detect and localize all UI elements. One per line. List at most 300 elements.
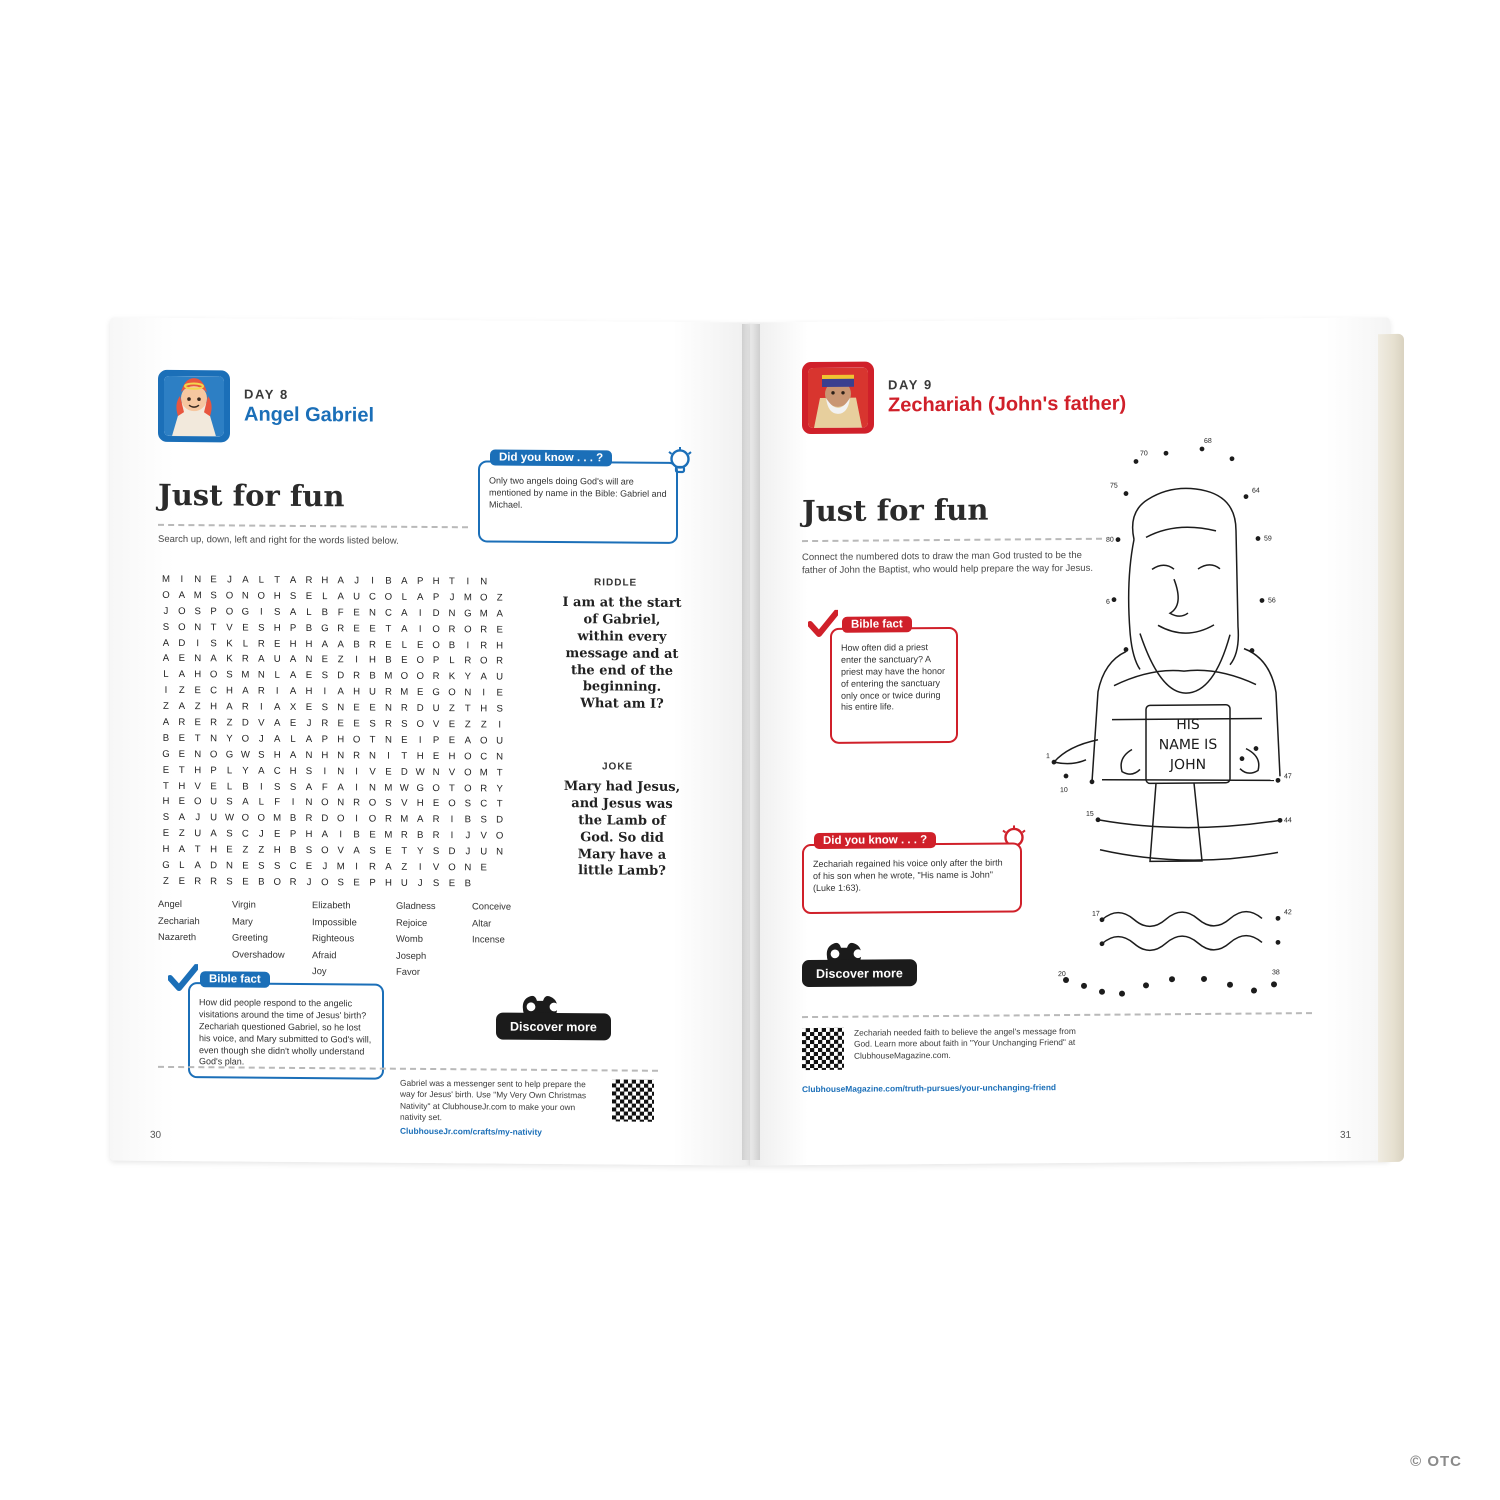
grid-cell: B <box>321 606 329 618</box>
grid-cell: R <box>464 655 472 667</box>
grid-cell: O <box>448 687 456 699</box>
grid-cell: V <box>226 622 233 634</box>
grid-cell: A <box>401 575 408 587</box>
grid-cell: R <box>400 702 408 714</box>
grid-cell: R <box>194 876 202 888</box>
grid-cell: L <box>242 638 249 650</box>
grid-cell: T <box>464 703 471 715</box>
grid-cell: N <box>337 765 345 778</box>
grid-cell: O <box>321 877 329 889</box>
grid-cell: N <box>369 782 376 794</box>
grid-cell: I <box>387 750 390 762</box>
did-you-know-title: Did you know . . . ? <box>814 832 936 849</box>
grid-cell: K <box>226 653 233 665</box>
word-list-item: Womb <box>396 932 423 944</box>
grid-cell: H <box>210 844 218 856</box>
grid-cell: E <box>353 607 360 619</box>
grid-cell: E <box>210 780 217 792</box>
grid-cell: E <box>432 750 440 762</box>
grid-cell: R <box>241 701 249 713</box>
grid-cell: Z <box>496 592 503 604</box>
grid-cell: G <box>225 749 234 761</box>
svg-text:70: 70 <box>1140 450 1148 458</box>
dot-to-dot-puzzle <box>1006 418 1376 1041</box>
grid-cell: N <box>194 621 202 633</box>
grid-cell: T <box>385 623 392 635</box>
grid-cell: N <box>464 687 472 699</box>
grid-cell: M <box>400 814 409 826</box>
grid-cell: O <box>416 671 424 683</box>
bible-fact-callout-right <box>830 618 958 744</box>
word-list-item: Conceive <box>472 900 512 912</box>
grid-cell <box>492 861 508 877</box>
grid-cell: E <box>305 861 313 873</box>
grid-cell: M <box>384 670 393 683</box>
grid-cell: A <box>464 735 472 747</box>
grid-cell: N <box>194 748 202 760</box>
grid-cell: Y <box>496 783 503 795</box>
grid-cell: N <box>257 669 265 682</box>
grid-cell: N <box>337 750 345 762</box>
grid-cell: R <box>210 717 218 729</box>
grid-cell: I <box>259 606 263 618</box>
grid-cell: N <box>384 702 392 714</box>
grid-cell: Z <box>226 717 233 729</box>
grid-cell: T <box>496 767 503 779</box>
grid-cell: D <box>432 607 440 619</box>
grid-cell: P <box>416 575 424 587</box>
grid-cell: H <box>321 749 329 761</box>
grid-cell: R <box>305 813 313 825</box>
grid-cell: N <box>369 607 376 619</box>
grid-cell: R <box>384 814 392 826</box>
word-list-item: Impossible <box>312 915 357 927</box>
grid-cell: O <box>321 797 329 809</box>
grid-cell: D <box>178 637 186 649</box>
grid-cell: E <box>242 860 249 872</box>
grid-cell: Z <box>449 703 455 715</box>
bible-fact-body: How did people respond to the angelic visitations around the time of Jesus' birth? Zechariah questioned Gabriel, so he lost his voice, and Mary submitted to God's will, even though she didn't wholly understand God's plan. <box>199 997 372 1067</box>
grid-cell: Z <box>258 844 265 856</box>
grid-cell: H <box>416 798 424 810</box>
grid-cell: U <box>210 812 218 824</box>
grid-cell: P <box>210 606 217 618</box>
grid-cell: E <box>353 877 360 889</box>
grid-cell: D <box>241 717 249 729</box>
grid-cell: N <box>337 702 345 714</box>
grid-cell: E <box>480 862 487 874</box>
grid-cell: E <box>194 717 201 729</box>
word-list-item: Righteous <box>312 932 355 944</box>
grid-cell: A <box>178 812 186 824</box>
grid-cell: S <box>273 606 281 618</box>
grid-cell: Y <box>226 733 233 745</box>
grid-cell: O <box>209 749 218 761</box>
word-list-item: Rejoice <box>396 916 428 928</box>
grid-cell: A <box>242 574 249 586</box>
word-list-item: Mary <box>232 914 253 927</box>
grid-cell: R <box>369 639 376 651</box>
grid-cell: M <box>336 861 345 873</box>
grid-cell: P <box>432 655 440 667</box>
grid-cell: H <box>448 750 456 762</box>
grid-cell: R <box>178 717 186 729</box>
grid-cell: R <box>448 623 456 635</box>
grid-cell: O <box>368 797 377 810</box>
grid-cell: O <box>432 782 440 794</box>
grid-cell: H <box>210 701 218 713</box>
svg-text:15: 15 <box>1086 810 1094 818</box>
grid-cell: E <box>448 878 456 890</box>
grid-cell: I <box>180 574 184 586</box>
grid-cell: I <box>339 829 343 841</box>
did-you-know-callout-left <box>478 451 678 544</box>
svg-text:6: 6 <box>1106 598 1110 606</box>
word-list-item: Favor <box>396 965 420 977</box>
grid-cell: A <box>337 686 344 698</box>
grid-cell: I <box>498 719 501 731</box>
grid-cell: H <box>480 703 488 715</box>
grid-cell: R <box>432 671 440 683</box>
grid-cell: S <box>305 765 313 777</box>
word-list-item: Angel <box>158 897 182 910</box>
discover-more-button-left[interactable]: Discover more <box>496 1013 611 1041</box>
grid-cell: I <box>323 765 327 777</box>
grid-cell: I <box>418 623 422 635</box>
grid-cell: O <box>416 718 424 730</box>
grid-cell: G <box>162 748 170 760</box>
grid-cell: N <box>448 607 456 619</box>
grid-cell: Z <box>163 701 169 713</box>
svg-text:38: 38 <box>1272 969 1280 977</box>
grid-cell: A <box>178 669 186 681</box>
character-name: Zechariah (John's father) <box>888 392 1127 417</box>
grid-cell: O <box>321 845 329 857</box>
grid-cell: O <box>448 862 456 874</box>
grid-cell: V <box>258 717 265 729</box>
grid-cell: S <box>226 669 233 681</box>
grid-cell: S <box>226 828 233 840</box>
grid-cell: E <box>162 764 170 776</box>
grid-cell: U <box>273 654 281 666</box>
grid-cell: S <box>401 718 408 730</box>
grid-cell: O <box>337 813 345 825</box>
grid-cell: M <box>241 669 250 681</box>
grid-cell: S <box>369 845 376 857</box>
lightbulb-icon <box>666 446 694 480</box>
grid-cell: L <box>306 606 312 618</box>
grid-cell: E <box>385 639 392 651</box>
grid-cell: O <box>384 591 393 603</box>
grid-cell: X <box>289 702 297 714</box>
grid-cell: S <box>464 798 472 810</box>
grid-cell: I <box>450 814 454 826</box>
grid-cell: E <box>401 734 408 746</box>
grid-cell: P <box>432 734 440 746</box>
grid-cell: A <box>162 716 170 728</box>
grid-cell: O <box>193 796 202 808</box>
right-footnote-link[interactable]: ClubhouseMagazine.com/truth-pursues/your-unchanging-friend <box>802 1082 1057 1095</box>
grid-cell: T <box>194 733 201 745</box>
grid-cell: O <box>464 782 472 794</box>
page-edge-stack <box>1378 334 1404 1163</box>
grid-cell: A <box>416 591 424 603</box>
grid-cell: A <box>273 733 281 745</box>
grid-cell: H <box>305 686 313 698</box>
grid-cell: H <box>273 749 281 761</box>
grid-cell: N <box>194 653 202 665</box>
grid-cell: B <box>353 829 360 841</box>
watermark: © OTC <box>1410 1453 1462 1470</box>
grid-cell: H <box>273 590 281 602</box>
grid-cell: D <box>400 766 408 778</box>
grid-cell: E <box>226 844 233 856</box>
grid-cell: R <box>432 814 440 826</box>
word-list-item: Altar <box>472 916 492 928</box>
grid-cell: O <box>416 655 424 667</box>
grid-cell: S <box>210 590 217 602</box>
grid-cell: G <box>464 608 472 620</box>
grid-cell: J <box>322 861 328 873</box>
grid-cell: R <box>369 861 376 873</box>
grid-cell <box>492 574 508 590</box>
left-page-header <box>158 370 374 444</box>
grid-cell: H <box>432 576 440 588</box>
grid-cell: V <box>432 862 440 874</box>
grid-cell: T <box>449 576 455 588</box>
grid-cell: L <box>322 591 328 603</box>
grid-cell: O <box>162 589 170 601</box>
grid-cell: O <box>480 592 488 604</box>
grid-cell: G <box>241 606 250 618</box>
svg-text:75: 75 <box>1110 482 1118 490</box>
grid-cell: Z <box>337 654 344 666</box>
svg-text:80: 80 <box>1106 536 1114 544</box>
grid-cell: S <box>321 670 329 682</box>
grid-cell: J <box>306 718 312 730</box>
grid-cell: Z <box>163 875 169 887</box>
grid-cell: H <box>305 829 313 841</box>
grid-cell: P <box>289 622 297 634</box>
grid-cell: A <box>273 701 281 713</box>
grid-cell: S <box>162 621 170 633</box>
grid-cell: S <box>432 877 440 889</box>
grid-cell: I <box>355 781 358 794</box>
grid-cell: I <box>164 685 168 697</box>
grid-cell: M <box>273 813 282 825</box>
grid-cell: I <box>259 701 263 713</box>
grid-cell: I <box>275 686 279 698</box>
left-footnote: Gabriel was a messenger sent to help prepare the way for Jesus' birth. Use "My Very Own Christmas Nativity" at ClubhouseJr.com to make your own nativity set. <box>400 1077 587 1123</box>
grid-cell: J <box>227 574 232 586</box>
grid-cell: W <box>240 749 250 761</box>
svg-text:64: 64 <box>1252 487 1260 495</box>
grid-cell: H <box>162 796 170 808</box>
grid-cell: I <box>291 797 295 809</box>
riddle-body: I am at the start of Gabriel, within every message and at the end of the beginning. What am I? <box>562 595 682 713</box>
grid-cell: B <box>289 813 297 825</box>
grid-cell: J <box>354 575 360 587</box>
right-page-number: 31 <box>1340 1129 1352 1141</box>
svg-text:44: 44 <box>1284 817 1292 825</box>
left-page-number: 30 <box>150 1129 162 1141</box>
grid-cell: P <box>289 829 297 841</box>
grid-cell: P <box>321 734 329 746</box>
angel-gabriel-illustration <box>164 376 224 436</box>
grid-cell: P <box>432 591 440 603</box>
grid-cell: T <box>274 574 281 586</box>
grid-cell: O <box>432 623 440 635</box>
grid-cell: I <box>482 687 486 699</box>
grid-cell: B <box>416 830 424 842</box>
grid-cell: A <box>178 589 186 601</box>
grid-cell: E <box>496 624 503 636</box>
grid-cell: M <box>400 687 409 699</box>
grid-cell: Y <box>416 846 424 858</box>
day-label: DAY 9 <box>888 377 933 393</box>
grid-cell: S <box>194 605 201 617</box>
grid-cell: N <box>496 846 504 858</box>
grid-cell: H <box>416 750 424 762</box>
svg-text:56: 56 <box>1268 597 1276 605</box>
grid-cell: C <box>241 828 249 840</box>
grid-cell: R <box>480 639 488 652</box>
grid-cell: L <box>258 574 264 586</box>
grid-cell: V <box>369 766 376 778</box>
grid-cell: R <box>384 718 392 730</box>
grid-cell: V <box>401 798 408 810</box>
grid-cell: E <box>353 623 360 635</box>
grid-cell: I <box>355 766 358 778</box>
grid-cell: H <box>194 764 202 776</box>
word-list-column-4 <box>396 898 436 981</box>
grid-cell: O <box>432 639 440 651</box>
grid-cell: E <box>416 639 424 651</box>
grid-cell: A <box>194 860 201 872</box>
grid-cell: L <box>258 797 264 809</box>
grid-cell: J <box>258 733 264 745</box>
grid-cell: M <box>193 590 202 602</box>
grid-cell: E <box>178 875 186 887</box>
grid-cell: J <box>449 592 455 604</box>
grid-cell: A <box>178 844 186 856</box>
grid-cell: E <box>353 718 360 730</box>
grid-cell: O <box>480 735 488 747</box>
grid-cell: S <box>337 877 344 889</box>
grid-cell: Z <box>242 844 249 856</box>
grid-cell: H <box>178 780 186 792</box>
riddle-heading: RIDDLE <box>594 577 638 589</box>
grid-cell: A <box>289 670 297 682</box>
grid-cell: H <box>162 844 170 856</box>
svg-text:17: 17 <box>1092 910 1100 918</box>
grid-cell: A <box>337 591 344 603</box>
grid-cell: A <box>242 685 249 697</box>
grid-cell: U <box>496 671 504 683</box>
grid-cell: Z <box>401 861 408 873</box>
grid-cell: O <box>480 655 488 667</box>
grid-cell: A <box>162 653 170 665</box>
grid-cell: N <box>337 797 345 809</box>
word-list-column-2 <box>232 896 285 962</box>
bible-fact-callout-left <box>188 973 384 1080</box>
grid-cell: O <box>241 733 250 745</box>
grid-cell: C <box>480 751 488 763</box>
grid-cell <box>476 876 492 892</box>
grid-cell: T <box>210 621 217 633</box>
grid-cell: Z <box>194 701 201 713</box>
grid-cell: S <box>273 860 281 872</box>
did-you-know-body: Only two angels doing God's will are mentioned by name in the Bible: Gabriel and Michael. <box>489 475 667 510</box>
grid-cell: A <box>242 796 249 809</box>
grid-cell: R <box>384 686 392 698</box>
grid-cell: H <box>289 765 297 777</box>
grid-cell: U <box>353 591 361 603</box>
dot-to-dot-instructions: Connect the numbered dots to draw the man God trusted to be the father of John the Baptist, who would help prepare the way for Jesus. <box>802 549 1093 576</box>
word-list-item: Nazareth <box>158 930 197 943</box>
grid-cell: A <box>401 607 408 619</box>
zechariah-illustration <box>808 368 868 428</box>
left-footnote-link[interactable]: ClubhouseJr.com/crafts/my-nativity <box>400 1125 542 1137</box>
word-list-column-1 <box>158 896 200 946</box>
grid-cell: G <box>162 859 170 871</box>
grid-cell: B <box>258 876 265 888</box>
grid-cell <box>492 876 508 892</box>
word-list-item: Afraid <box>312 948 337 960</box>
grid-cell: U <box>400 877 408 889</box>
grid-cell: O <box>241 812 250 824</box>
grid-cell: O <box>178 605 186 617</box>
grid-cell: E <box>178 653 186 665</box>
qr-code-right[interactable] <box>802 1028 844 1070</box>
bible-fact-title: Bible fact <box>842 616 912 633</box>
grid-cell: E <box>448 719 456 731</box>
grid-cell: M <box>479 767 488 779</box>
grid-cell: V <box>480 830 487 842</box>
grid-cell: A <box>480 671 487 683</box>
grid-cell: H <box>305 638 313 650</box>
grid-cell: E <box>337 718 344 730</box>
grid-cell: G <box>432 687 440 699</box>
grid-cell: J <box>465 846 471 858</box>
grid-cell: O <box>495 830 504 842</box>
grid-cell: K <box>226 637 233 650</box>
grid-cell: E <box>432 798 440 810</box>
discover-more-button-right[interactable]: Discover more <box>802 959 917 987</box>
grid-cell: I <box>418 607 422 619</box>
grid-cell: T <box>178 764 185 776</box>
grid-cell: R <box>257 685 265 697</box>
grid-cell: O <box>257 813 266 825</box>
grid-cell: N <box>305 797 313 809</box>
grid-cell: N <box>432 766 440 778</box>
grid-cell: A <box>289 686 297 698</box>
grid-cell: E <box>273 638 281 650</box>
grid-cell: E <box>496 687 503 699</box>
grid-cell: N <box>480 576 488 588</box>
grid-cell: S <box>385 798 392 810</box>
grid-cell: S <box>162 812 170 824</box>
grid-cell: H <box>369 654 376 667</box>
qr-code-left[interactable] <box>612 1079 654 1121</box>
grid-cell: R <box>353 670 361 682</box>
grid-cell: L <box>163 669 169 681</box>
grid-cell: B <box>464 878 472 890</box>
grid-cell: I <box>259 781 263 793</box>
grid-cell: N <box>241 590 249 602</box>
grid-cell: O <box>257 590 266 602</box>
word-list-item: Incense <box>472 933 505 945</box>
